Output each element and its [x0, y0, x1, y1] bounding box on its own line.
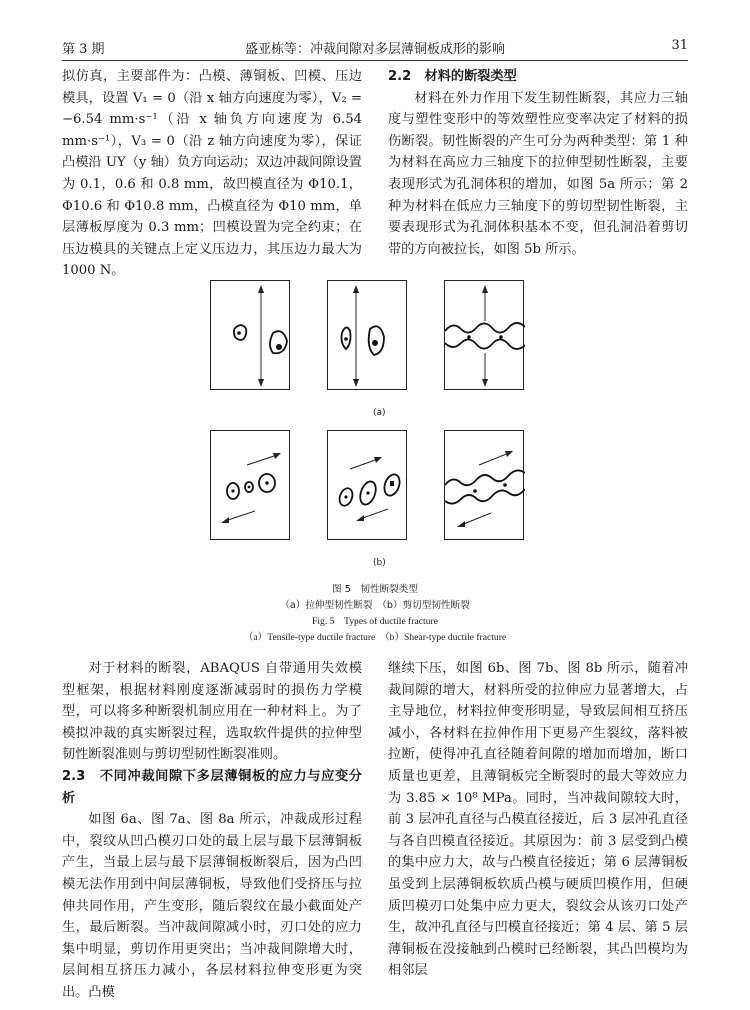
running-title: 盛亚栋等：冲裁间隙对多层薄铜板成形的影响	[244, 42, 505, 57]
caption-en-sub: （a）Tensile-type ductile fracture （b）Shear-type ductile fracture	[243, 632, 507, 643]
caption-cn: 图 5 韧性断裂类型	[332, 584, 418, 595]
shear-voids-elongation-illustration	[328, 431, 408, 541]
tensile-voids-growth-illustration	[328, 281, 408, 391]
caption-cn-sub: （a）拉伸型韧性断裂 （b）剪切型韧性断裂	[280, 600, 470, 611]
running-header	[62, 38, 688, 61]
panel-a3	[444, 280, 524, 390]
panel-b3	[444, 430, 524, 540]
figure-caption	[62, 582, 688, 646]
paragraph: 拟仿真，主要部件为：凸模、薄铜板、凹模、压边模具，设置 V₁ = 0（沿 x 轴方向速度为零），V₂ = −6.54 mm·s⁻¹（沿 x 轴负方向速度为 6.54 mm·s⁻¹），V₃ = 0（沿 z 轴方向速度为零），保证凸模沿 UY（y 轴）负方向运动；双边冲裁间隙设置为 0.1，0.6 和 0.8 mm，故凹模直径为 Φ10.1，Φ10.6 和 Φ10.8 mm，凸模直径为 Φ10 mm，单层薄板厚度为 0.3 mm；凹模设置为完全约束；在压边模具的关键点上定义压边力，其压边力最大为 1000 N。	[62, 69, 362, 279]
panel-b2	[327, 430, 407, 540]
paragraph: 继续下压，如图 6b、图 7b、图 8b 所示，随着冲裁间隙的增大，材料所受的拉伸应力显著增大，占主导地位，材料拉伸变形明显，导致层间相互挤压减小，各材料在拉伸作用下更易产生裂纹，落料被拉断，使得冲孔直径随着间隙的增加而增加，断口质量也更差，且薄铜板完全断裂时的最大等效应力为 3.85 × 10⁸ MPa。同时，当冲裁间隙较大时，前 3 层冲孔直径与凸模直径接近，后 3 层冲孔直径与各自凹模直径接近。其原因为：前 3 层受到凸模的集中应力大，故与凸模直径接近；第 6 层薄铜板虽受到上层薄铜板软质凸模与硬质凹模作用，但硬质凹模刃口处集中应力更大，裂纹会从该刃口处产生，故冲孔直径与凹模直径接近；第 4 层、第 5 层薄铜板在没接触到凸模时已经断裂，其凸凹模均为相邻层	[388, 661, 688, 979]
left-column-bottom	[62, 658, 362, 1004]
panel-a2	[327, 280, 407, 390]
section-heading: 2.3 不同冲裁间隙下多层薄铜板的应力与应变分析	[62, 768, 362, 806]
right-column-top	[388, 66, 688, 260]
shear-crack-illustration	[445, 431, 525, 541]
page-number: 31	[671, 38, 688, 53]
issue-number: 第 3 期	[62, 42, 105, 57]
tensile-voids-illustration	[211, 281, 291, 391]
left-column-top	[62, 66, 362, 282]
shear-voids-illustration	[211, 431, 291, 541]
tensile-crack-illustration	[445, 281, 525, 391]
right-column-bottom	[388, 658, 688, 982]
subfigure-label-b: (b)	[373, 558, 386, 568]
subfigure-label-a: (a)	[373, 408, 386, 418]
paragraph: 材料在外力作用下发生韧性断裂，其应力三轴度与塑性变形中的等效塑性应变率决定了材料的损伤断裂。韧性断裂的产生可分为两种类型：第 1 种为材料在高应力三轴度下的拉伸型韧性断裂，主要表现形式为孔洞体积的增加，如图 5a 所示；第 2 种为材料在低应力三轴度下的剪切型韧性断裂，主要表现形式为孔洞体积基本不变，但孔洞沿着剪切带的方向被拉长，如图 5b 所示。	[388, 90, 688, 257]
caption-en: Fig. 5 Types of ductile fracture	[312, 616, 438, 627]
paragraph: 对于材料的断裂，ABAQUS 自带通用失效模型框架，根据材料刚度逐渐减弱时的损伤力学模型，可以将多种断裂机制应用在一种材料上。为了模拟冲裁的真实断裂过程，选取软件提供的拉伸型韧性断裂准则与剪切型韧性断裂准则。	[62, 661, 362, 763]
panel-a1	[210, 280, 290, 390]
paragraph: 如图 6a、图 7a、图 8a 所示，冲裁成形过程中，裂纹从凹凸模刃口处的最上层与最下层薄铜板产生，当最上层与最下层薄铜板断裂后，因为凸凹模无法作用到中间层薄铜板，导致他们受挤压与拉伸共同作用，产生变形，随后裂纹在最小截面处产生，最后断裂。当冲裁间隙减小时，刃口处的应力集中明显，剪切作用更突出；当冲裁间隙增大时，层间相互挤压力减小，各层材料拉伸变形更为突出。凸模	[62, 812, 362, 1000]
section-heading: 2.2 材料的断裂类型	[388, 69, 517, 84]
panel-b1	[210, 430, 290, 540]
